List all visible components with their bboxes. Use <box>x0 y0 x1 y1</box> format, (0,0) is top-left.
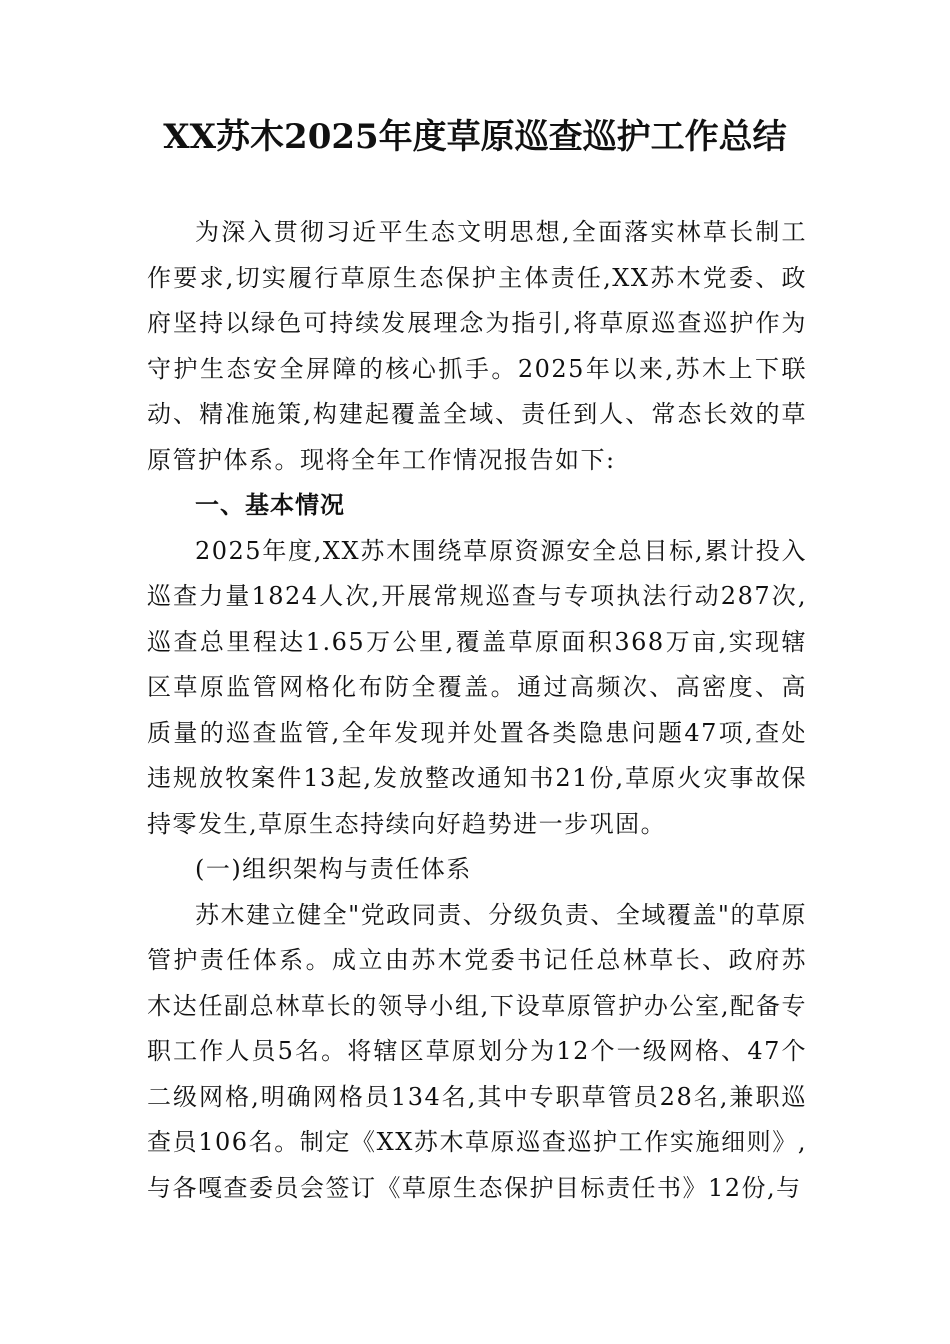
section-heading-basic-situation: 一、基本情况 <box>195 491 345 519</box>
document-body <box>147 210 807 1211</box>
organization-paragraph: 苏木建立健全"党政同责、分级负责、全域覆盖"的草原管护责任体系。成立由苏木党委书记任总林草长、政府苏木达任副总林草长的领导小组,下设草原管护办公室,配备专职工作人员5名。将辖区草原划分为12个一级网格、47个二级网格,明确网格员134名,其中专职草管员28名,兼职巡查员106名。制定《XX苏木草原巡查巡护工作实施细则》,与各嘎查委员会签订《草原生态保护目标责任书》12份,与 <box>147 900 807 1202</box>
intro-paragraph: 为深入贯彻习近平生态文明思想,全面落实林草长制工作要求,切实履行草原生态保护主体责任,XX苏木党委、政府坚持以绿色可持续发展理念为指引,将草原巡查巡护作为守护生态安全屏障的核心抓手。2025年以来,苏木上下联动、精准施策,构建起覆盖全域、责任到人、常态长效的草原管护体系。现将全年工作情况报告如下: <box>147 218 807 474</box>
basic-situation-paragraph: 2025年度,XX苏木围绕草原资源安全总目标,累计投入巡查力量1824人次,开展常规巡查与专项执法行动287次,巡查总里程达1.65万公里,覆盖草原面积368万亩,实现辖区草原监管网格化布防全覆盖。通过高频次、高密度、高质量的巡查监管,全年发现并处置各类隐患问题47项,查处违规放牧案件13起,发放整改通知书21份,草原火灾事故保持零发生,草原生态持续向好趋势进一步巩固。 <box>147 536 807 838</box>
document-title: XX苏木2025年度草原巡查巡护工作总结 <box>163 117 787 157</box>
subsection-heading-organization: (一)组织架构与责任体系 <box>195 855 472 883</box>
